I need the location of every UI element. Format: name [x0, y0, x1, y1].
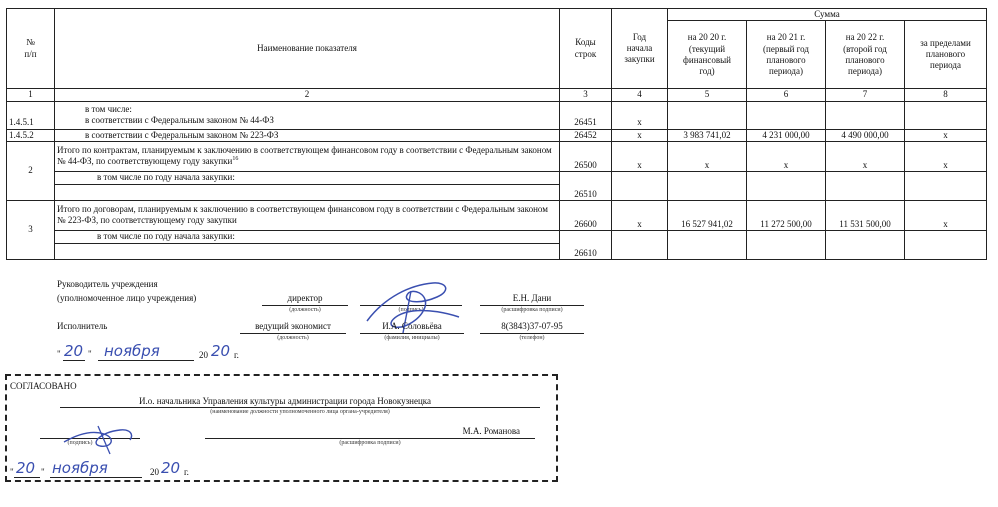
head-signature-caption: (подпись)	[398, 307, 424, 313]
row-name: в соответствии с Федеральным законом № 223-ФЗ	[55, 129, 560, 141]
row-year: x	[612, 129, 668, 141]
header-codes: Коды строк	[560, 9, 612, 89]
date-day-line	[63, 360, 85, 361]
colnum-6: 6	[747, 89, 826, 101]
row-y3: 4 490 000,00	[826, 129, 905, 141]
approval-date-open-quote: "	[10, 467, 14, 477]
row-code: 26452	[560, 129, 612, 141]
date-close-quote: "	[88, 349, 92, 359]
plan-table	[6, 8, 987, 260]
row-num: 1.4.5.1	[7, 101, 55, 129]
approval-name: М.А. Романова	[462, 426, 520, 436]
approval-date-day: 20	[16, 459, 36, 477]
approval-date-month-line	[50, 477, 142, 478]
row-beyond: x	[905, 200, 987, 230]
colnum-1: 1	[7, 89, 55, 101]
approval-date-month: ноября	[52, 459, 108, 477]
row-y1: x	[668, 141, 747, 171]
table-row	[7, 101, 987, 129]
row-y1: 16 527 941,02	[668, 200, 747, 230]
approval-name-line	[205, 438, 535, 439]
approval-signature-icon	[60, 420, 140, 456]
head-name: Е.Н. Дани	[512, 293, 552, 303]
table-row	[7, 171, 987, 200]
executor-label: Исполнитель	[57, 321, 108, 331]
row-y2: x	[747, 141, 826, 171]
table-row	[7, 230, 987, 259]
row-name: в том числе по году начала закупки:	[55, 171, 560, 200]
head-label: Руководитель учреждения	[57, 279, 158, 289]
row-year: x	[612, 101, 668, 129]
colnum-2: 2	[55, 89, 560, 101]
approval-title: СОГЛАСОВАНО	[10, 381, 77, 391]
row-name-text: в соответствии с Федеральным законом № 44-ФЗ	[85, 115, 274, 125]
head-label-sub: (уполномоченное лицо учреждения)	[57, 293, 197, 303]
row-code: 26610	[560, 230, 612, 259]
executor-phone: 8(3843)37-07-95	[501, 321, 563, 331]
head-position-caption: (должность)	[289, 307, 321, 313]
row-y1: 3 983 741,02	[668, 129, 747, 141]
head-position-line	[262, 305, 348, 306]
header-beyond: за пределами планового периода	[905, 21, 987, 89]
approval-date-year-prefix: 20	[150, 467, 159, 477]
colnum-3: 3	[560, 89, 612, 101]
approval-date-year: 20	[161, 459, 181, 477]
approval-date-g: г.	[184, 467, 189, 477]
executor-position-line	[240, 333, 346, 334]
colnum-5: 5	[668, 89, 747, 101]
header-num: № п/п	[7, 9, 55, 89]
executor-position-caption: (должность)	[277, 335, 309, 341]
row-num: 1.4.5.2	[7, 129, 55, 141]
row-y2: 4 231 000,00	[747, 129, 826, 141]
row-year: x	[612, 141, 668, 171]
row-year: x	[612, 200, 668, 230]
row-name: Итого по договорам, планируемым к заключению в соответствующем финансовом году в соответствии с Федеральным законом № 223-ФЗ, по соответствующему году закупки	[55, 200, 560, 230]
executor-phone-caption: (телефон)	[519, 335, 545, 341]
executor-name: И.А. Соловьёва	[382, 321, 442, 331]
approval-name-caption: (расшифровка подписи)	[339, 440, 401, 446]
header-sum: Сумма	[668, 9, 987, 21]
row-y3: x	[826, 141, 905, 171]
row-name-text: Итого по контрактам, планируемым к заключению в соответствующем финансовом году в соответствии с Федеральным законом № 44-ФЗ, по соответствующему году закупки	[57, 145, 552, 167]
approval-date-day-line	[14, 477, 40, 478]
colnum-7: 7	[826, 89, 905, 101]
approval-position-line	[60, 407, 540, 408]
date-day: 20	[64, 342, 84, 360]
approval-position-caption: (наименование должности уполномоченного лица органа-учредителя)	[210, 409, 390, 415]
executor-position: ведущий экономист	[255, 321, 331, 331]
executor-phone-line	[480, 333, 584, 334]
header-y2: на 20 21 г. (первый год планового периода)	[747, 21, 826, 89]
row-name	[55, 141, 560, 171]
row-name	[55, 101, 560, 129]
head-name-line	[480, 305, 584, 306]
row-num: 2	[7, 141, 55, 200]
date-g: г.	[234, 350, 239, 360]
row-num: 3	[7, 200, 55, 259]
row-code: 26500	[560, 141, 612, 171]
row-y2: 11 272 500,00	[747, 200, 826, 230]
executor-name-line	[360, 333, 464, 334]
header-name: Наименование показателя	[55, 9, 560, 89]
approval-date-close-quote: "	[41, 467, 45, 477]
row-beyond: x	[905, 141, 987, 171]
header-y3: на 20 22 г. (второй год планового периода)	[826, 21, 905, 89]
table-row	[7, 141, 987, 171]
header-year: Год начала закупки	[612, 9, 668, 89]
row-code: 26600	[560, 200, 612, 230]
date-month: ноября	[104, 342, 160, 360]
row-y3: 11 531 500,00	[826, 200, 905, 230]
head-position: директор	[287, 293, 323, 303]
colnum-4: 4	[612, 89, 668, 101]
colnum-8: 8	[905, 89, 987, 101]
date-year: 20	[211, 342, 231, 360]
header-y1: на 20 20 г. (текущий финансовый год)	[668, 21, 747, 89]
row-code: 26510	[560, 171, 612, 200]
row-code: 26451	[560, 101, 612, 129]
executor-name-caption: (фамилия, инициалы)	[384, 335, 440, 341]
footnote-mark: 16	[232, 156, 239, 163]
date-month-line	[98, 360, 194, 361]
approval-signature-caption: (подпись)	[67, 440, 93, 446]
approval-position: И.о. начальника Управления культуры администрации города Новокузнецка	[138, 396, 432, 406]
date-year-prefix: 20	[199, 350, 208, 360]
row-name: в том числе по году начала закупки:	[55, 230, 560, 259]
table-row	[7, 129, 987, 141]
row-beyond: x	[905, 129, 987, 141]
date-open-quote: "	[57, 349, 61, 359]
table-row	[7, 200, 987, 230]
row-prefix: в том числе:	[85, 103, 132, 114]
head-name-caption: (расшифровка подписи)	[501, 307, 563, 313]
